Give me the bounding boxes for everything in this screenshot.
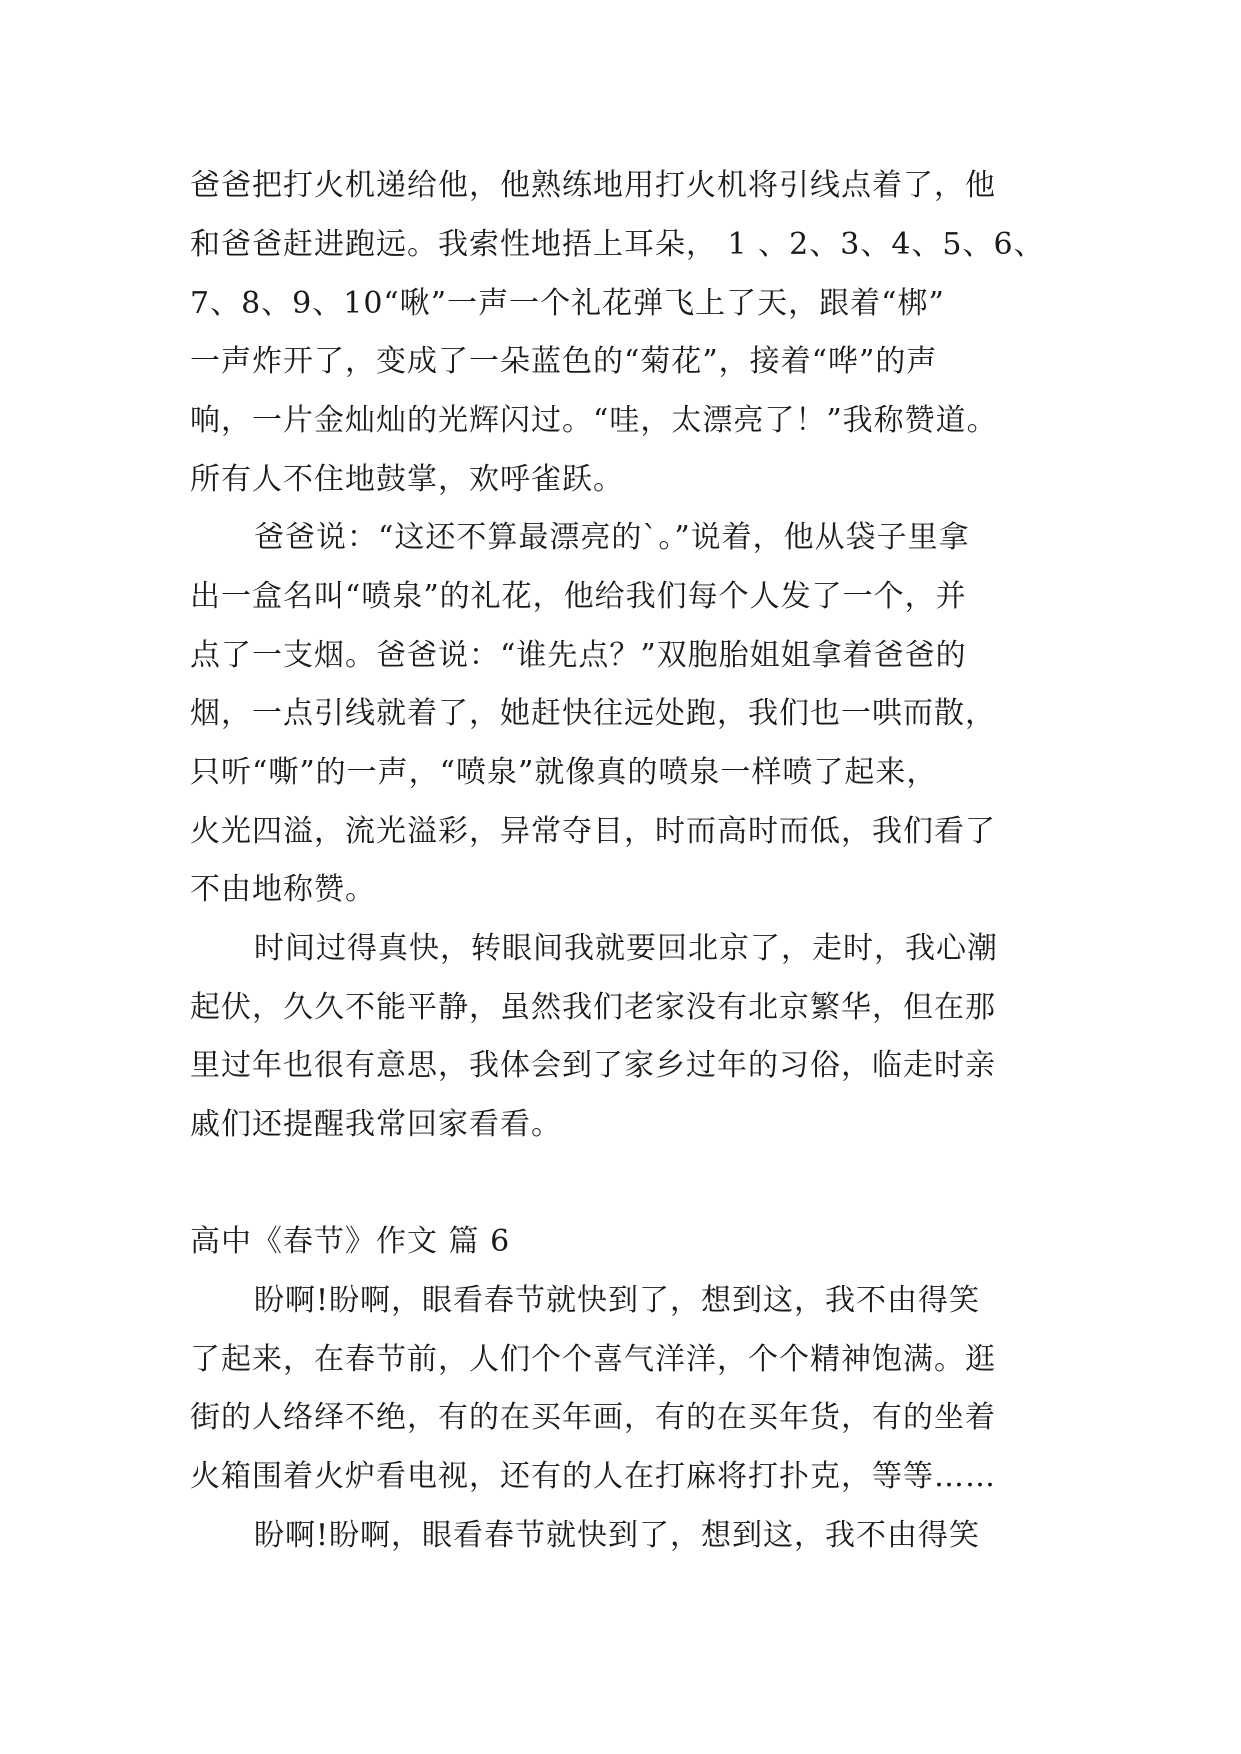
text-line: 7、8、9、10“啾”一声一个礼花弹飞上了天，跟着“梆”: [190, 286, 945, 321]
text-line: 街的人络绎不绝，有的在买年画，有的在买年货，有的坐着: [190, 1400, 996, 1435]
text-line: 了起来，在春节前，人们个个喜气洋洋，个个精神饱满。逛: [190, 1342, 996, 1377]
text-line: 起伏，久久不能平静，虽然我们老家没有北京繁华，但在那: [190, 990, 996, 1025]
text-line: 爸爸把打火机递给他，他熟练地用打火机将引线点着了，他: [190, 168, 996, 203]
text-line: 火箱围着火炉看电视，还有的人在打麻将打扑克，等等……: [190, 1459, 996, 1494]
text-line: 一声炸开了，变成了一朵蓝色的“菊花”，接着“哗”的声: [190, 344, 938, 379]
text-line: 和爸爸赶进跑远。我索性地捂上耳朵， 1 、2、3、4、5、6、: [190, 227, 1045, 262]
text-line: 火光四溢，流光溢彩，异常夺目，时而高时而低，我们看了: [190, 814, 996, 849]
text-line: 出一盒名叫“喷泉”的礼花，他给我们每个人发了一个，并: [190, 579, 967, 614]
text-line: 里过年也很有意思，我体会到了家乡过年的习俗，临走时亲: [190, 1048, 996, 1083]
paragraph-start-line: 爸爸说：“这还不算最漂亮的`。”说着，他从袋子里拿: [254, 520, 970, 555]
paragraph-start-line: 时间过得真快，转眼间我就要回北京了，走时，我心潮: [254, 931, 998, 966]
text-line: 点了一支烟。爸爸说：“谁先点？”双胞胎姐姐拿着爸爸的: [190, 638, 967, 673]
section-heading: 高中《春节》作文 篇 6: [190, 1224, 511, 1259]
text-line: 所有人不住地鼓掌，欢呼雀跃。: [190, 462, 624, 497]
paragraph-start-line: 盼啊!盼啊，眼看春节就快到了，想到这，我不由得笑: [254, 1518, 981, 1553]
text-line: 响，一片金灿灿的光辉闪过。“哇，太漂亮了！”我称赞道。: [190, 403, 998, 438]
text-line: 只听“嘶”的一声，“喷泉”就像真的喷泉一样喷了起来，: [190, 755, 938, 790]
text-line: 戚们还提醒我常回家看看。: [190, 1107, 562, 1142]
text-line: 不由地称赞。: [190, 872, 376, 907]
text-line: 烟，一点引线就着了，她赶快往远处跑，我们也一哄而散，: [190, 696, 996, 731]
paragraph-start-line: 盼啊!盼啊，眼看春节就快到了，想到这，我不由得笑: [254, 1283, 981, 1318]
